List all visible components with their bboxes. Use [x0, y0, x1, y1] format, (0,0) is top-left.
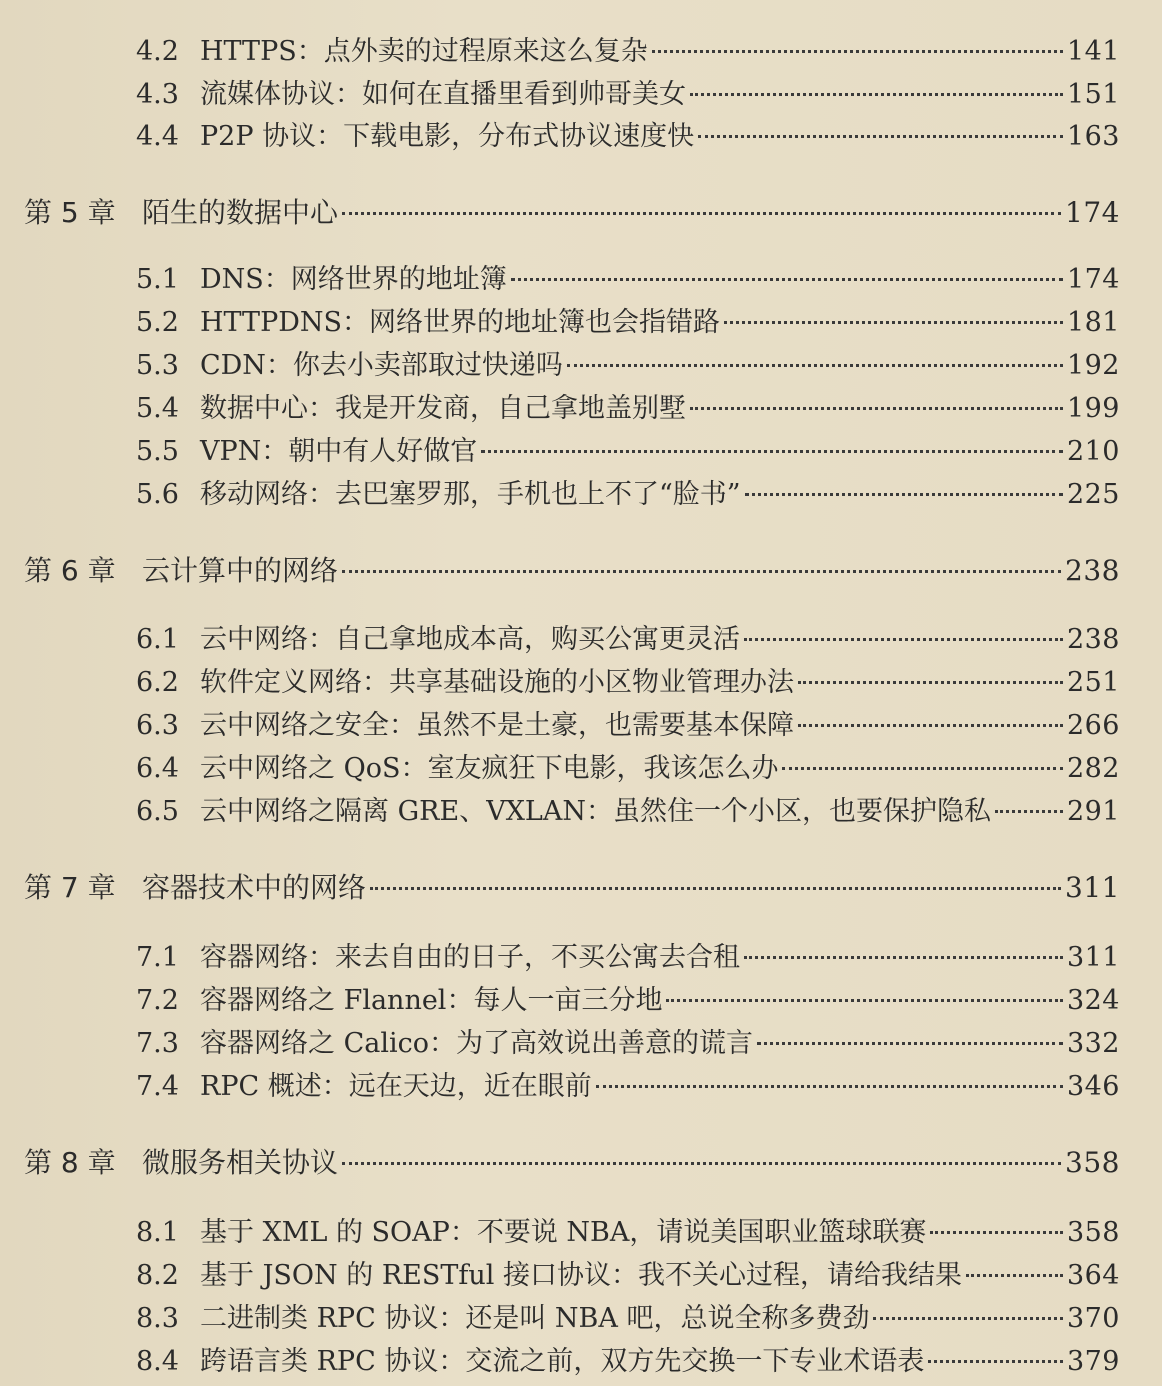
- toc-entry-6-1[interactable]: [136, 620, 1120, 660]
- section-number: 5.2: [136, 307, 179, 338]
- section-title: 流媒体协议：如何在直播里看到帅哥美女: [200, 79, 686, 110]
- toc-entry-6-5[interactable]: [136, 792, 1120, 832]
- chapter-number: 第 8 章: [24, 1146, 116, 1179]
- page-number: 311: [1065, 871, 1120, 904]
- dot-leader: [745, 493, 1063, 496]
- section-number: 7.1: [136, 942, 179, 973]
- toc-entry-6-4[interactable]: [136, 749, 1120, 789]
- toc-entry-5-3[interactable]: [136, 346, 1120, 386]
- toc-chapter-6[interactable]: [24, 549, 1120, 593]
- page-number: 141: [1066, 36, 1120, 67]
- chapter-title: 云计算中的网络: [142, 554, 339, 587]
- section-number: 5.4: [136, 393, 179, 424]
- toc-entry-4-3[interactable]: [136, 75, 1120, 115]
- page-number: 364: [1066, 1260, 1120, 1291]
- section-number: 8.3: [136, 1303, 179, 1334]
- toc-entry-5-2[interactable]: [136, 303, 1120, 343]
- section-number: 7.3: [136, 1028, 179, 1059]
- section-title: 容器网络之 Flannel：每人一亩三分地: [200, 985, 663, 1016]
- page-number: 238: [1066, 624, 1120, 655]
- chapter-number: 第 5 章: [24, 196, 116, 229]
- section-title: CDN：你去小卖部取过快递吗: [200, 350, 563, 381]
- section-number: 8.2: [136, 1260, 179, 1291]
- section-number: 5.1: [136, 264, 179, 295]
- section-number: 4.4: [136, 121, 179, 152]
- page-number: 291: [1066, 796, 1120, 827]
- dot-leader: [666, 999, 1063, 1002]
- section-title: 容器网络：来去自由的日子，不买公寓去合租: [200, 942, 740, 973]
- dot-leader: [798, 681, 1063, 684]
- section-title: 跨语言类 RPC 协议：交流之前，双方先交换一下专业术语表: [200, 1346, 925, 1377]
- page-number: 210: [1066, 436, 1120, 467]
- section-title: RPC 概述：远在天边，近在眼前: [200, 1071, 592, 1102]
- page-number: 332: [1066, 1028, 1120, 1059]
- section-title: 基于 JSON 的 RESTful 接口协议：我不关心过程，请给我结果: [200, 1260, 962, 1291]
- toc-entry-7-2[interactable]: [136, 981, 1120, 1021]
- dot-leader: [724, 321, 1063, 324]
- dot-leader: [567, 364, 1063, 367]
- dot-leader: [930, 1231, 1063, 1234]
- chapter-title: 微服务相关协议: [142, 1146, 339, 1179]
- toc-entry-4-2[interactable]: [136, 32, 1120, 72]
- section-title: 云中网络之安全：虽然不是土豪，也需要基本保障: [200, 710, 794, 741]
- section-number: 6.4: [136, 753, 179, 784]
- section-number: 6.1: [136, 624, 179, 655]
- page-number: 181: [1066, 307, 1120, 338]
- toc-entry-8-4[interactable]: [136, 1342, 1120, 1382]
- chapter-number: 第 6 章: [24, 554, 116, 587]
- page-number: 379: [1066, 1346, 1120, 1377]
- toc-chapter-5[interactable]: [24, 191, 1120, 235]
- section-number: 7.4: [136, 1071, 179, 1102]
- dot-leader: [690, 93, 1063, 96]
- toc-entry-5-5[interactable]: [136, 432, 1120, 472]
- section-number: 5.6: [136, 479, 179, 510]
- toc-entry-7-1[interactable]: [136, 938, 1120, 978]
- chapter-number: 第 7 章: [24, 871, 116, 904]
- dot-leader: [873, 1317, 1063, 1320]
- section-number: 6.5: [136, 796, 179, 827]
- page-number: 163: [1066, 121, 1120, 152]
- toc-entry-4-4[interactable]: [136, 117, 1120, 157]
- page-number: 358: [1066, 1217, 1120, 1248]
- page-number: 266: [1066, 710, 1120, 741]
- toc-entry-8-3[interactable]: [136, 1299, 1120, 1339]
- section-number: 7.2: [136, 985, 179, 1016]
- section-number: 8.1: [136, 1217, 179, 1248]
- section-title: DNS：网络世界的地址簿: [200, 264, 507, 295]
- dot-leader: [690, 407, 1063, 410]
- section-title: 云中网络之 QoS：室友疯狂下电影，我该怎么办: [200, 753, 779, 784]
- chapter-title: 陌生的数据中心: [142, 196, 339, 229]
- page-number: 358: [1065, 1146, 1120, 1179]
- toc-entry-6-3[interactable]: [136, 706, 1120, 746]
- toc-entry-7-3[interactable]: [136, 1024, 1120, 1064]
- page-number: 324: [1066, 985, 1120, 1016]
- toc-entry-8-1[interactable]: [136, 1213, 1120, 1253]
- section-title: 容器网络之 Calico：为了高效说出善意的谎言: [200, 1028, 753, 1059]
- page-number: 174: [1065, 196, 1120, 229]
- toc-chapter-8[interactable]: [24, 1141, 1120, 1185]
- section-title: 云中网络之隔离 GRE、VXLAN：虽然住一个小区，也要保护隐私: [200, 796, 991, 827]
- section-title: P2P 协议：下载电影，分布式协议速度快: [200, 121, 695, 152]
- section-number: 6.2: [136, 667, 179, 698]
- dot-leader: [744, 956, 1063, 959]
- page-number: 370: [1066, 1303, 1120, 1334]
- toc-entry-7-4[interactable]: [136, 1067, 1120, 1107]
- section-number: 8.4: [136, 1346, 179, 1377]
- section-number: 4.3: [136, 79, 179, 110]
- toc-entry-5-1[interactable]: [136, 260, 1120, 300]
- dot-leader: [342, 1162, 1061, 1165]
- section-number: 5.3: [136, 350, 179, 381]
- dot-leader: [744, 638, 1063, 641]
- section-number: 4.2: [136, 36, 179, 67]
- dot-leader: [596, 1085, 1063, 1088]
- section-title: 移动网络：去巴塞罗那，手机也上不了“脸书”: [200, 479, 741, 510]
- toc-entry-5-4[interactable]: [136, 389, 1120, 429]
- page-number: 346: [1066, 1071, 1120, 1102]
- dot-leader: [798, 724, 1063, 727]
- page-number: 282: [1066, 753, 1120, 784]
- section-title: HTTPDNS：网络世界的地址簿也会指错路: [200, 307, 720, 338]
- dot-leader: [481, 450, 1063, 453]
- dot-leader: [342, 212, 1061, 215]
- dot-leader: [511, 278, 1063, 281]
- page-number: 225: [1066, 479, 1120, 510]
- page-number: 199: [1066, 393, 1120, 424]
- dot-leader: [995, 810, 1063, 813]
- dot-leader: [698, 135, 1063, 138]
- toc-entry-5-6[interactable]: [136, 475, 1120, 515]
- page-number: 311: [1066, 942, 1120, 973]
- section-number: 6.3: [136, 710, 179, 741]
- page-number: 238: [1065, 554, 1120, 587]
- section-title: VPN：朝中有人好做官: [200, 436, 478, 467]
- section-title: 基于 XML 的 SOAP：不要说 NBA，请说美国职业篮球联赛: [200, 1217, 927, 1248]
- section-number: 5.5: [136, 436, 179, 467]
- section-title: 数据中心：我是开发商，自己拿地盖别墅: [200, 393, 686, 424]
- dot-leader: [966, 1274, 1063, 1277]
- section-title: 软件定义网络：共享基础设施的小区物业管理办法: [200, 667, 794, 698]
- section-title: HTTPS：点外卖的过程原来这么复杂: [200, 36, 648, 67]
- dot-leader: [757, 1042, 1063, 1045]
- dot-leader: [928, 1360, 1063, 1363]
- toc-entry-8-2[interactable]: [136, 1256, 1120, 1296]
- page-number: 151: [1066, 79, 1120, 110]
- page-number: 251: [1066, 667, 1120, 698]
- dot-leader: [652, 50, 1063, 53]
- dot-leader: [370, 887, 1061, 890]
- page-number: 192: [1066, 350, 1120, 381]
- toc-entry-6-2[interactable]: [136, 663, 1120, 703]
- section-title: 二进制类 RPC 协议：还是叫 NBA 吧，总说全称多费劲: [200, 1303, 870, 1334]
- dot-leader: [782, 767, 1062, 770]
- section-title: 云中网络：自己拿地成本高，购买公寓更灵活: [200, 624, 740, 655]
- dot-leader: [342, 570, 1061, 573]
- toc-chapter-7[interactable]: [24, 866, 1120, 910]
- page-number: 174: [1066, 264, 1120, 295]
- chapter-title: 容器技术中的网络: [142, 871, 367, 904]
